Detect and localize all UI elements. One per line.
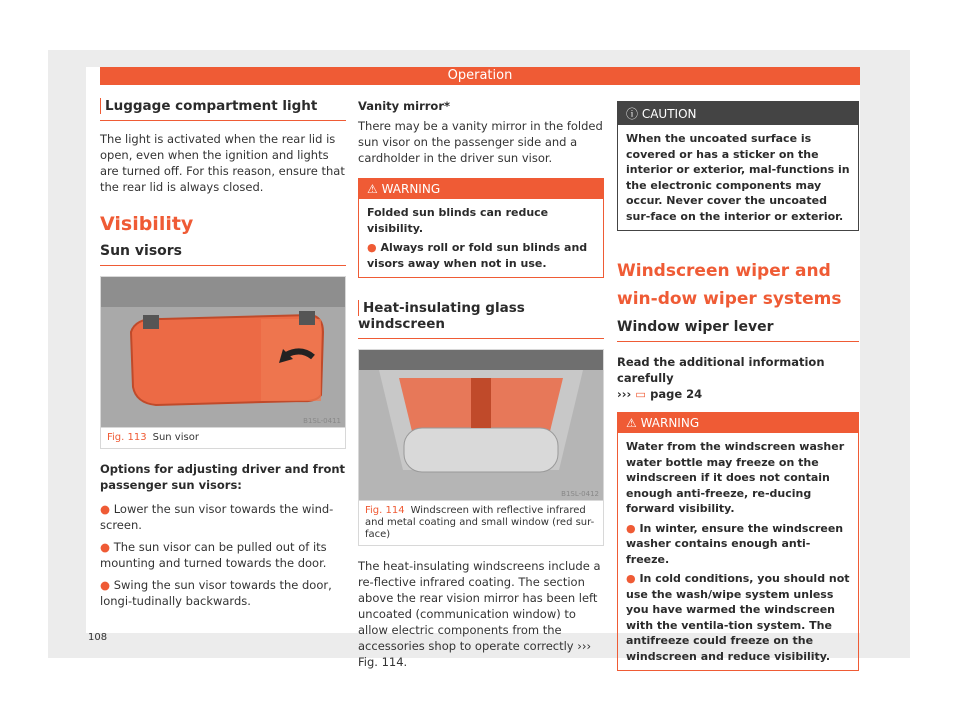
windscreen-illustration: [359, 350, 603, 500]
vanity-title: Vanity mirror*: [358, 99, 451, 113]
warning-icon: ⚠: [626, 416, 641, 430]
options-title: Options for adjusting driver and front passenger sun visors:: [100, 462, 346, 492]
figure-114: [358, 349, 604, 546]
fig113-caption: [101, 427, 345, 448]
book-icon: ▭: [635, 387, 651, 401]
warning-body-1: Folded sun blinds can reduce visibility. ● Always roll or fold sun blinds and visors away when not in use.: [359, 199, 603, 277]
fig113-caption-text: Sun visor: [152, 432, 199, 443]
fig114-caption-text: Windscreen with reflective infrared and metal coating and small window (red sur-face): [365, 505, 595, 540]
bullet-3: ● Swing the sun visor towards the door, longi-tudinally backwards.: [100, 578, 332, 608]
luggage-text: The light is activated when the rear lid is open, even when the ignition and lights are turned off. For this reason, ensure that the rear lid is always closed.: [100, 132, 345, 194]
read-text: Read the additional information carefully ››› ▭ page 24: [617, 355, 825, 401]
fig114-number: Fig. 114: [365, 505, 405, 516]
caution-body: When the uncoated surface is covered or has a sticker on the interior or exterior, mal-functions in the electronic components may occur. Never cover the uncoated sur-face on the interior or exterior.: [626, 132, 850, 223]
read-page: page 24: [650, 387, 703, 401]
warning-header-2: ⚠ WARNING: [618, 413, 858, 433]
wiper-title: Windscreen wiper and win-dow wiper systems: [617, 261, 842, 309]
fig113-number: Fig. 113: [107, 432, 147, 443]
warning-header-1: ⚠ WARNING: [359, 179, 603, 199]
figure-113: [100, 276, 346, 449]
windscreen-image: [359, 350, 603, 500]
warning-bullet-2: In cold conditions, you should not use the wash/wipe system unless you have warmed the windscreen with the ventila-tion system. The antifreeze could freeze on the windscreen and reduce visibility.: [626, 572, 850, 663]
heat-ref: ››› Fig. 114.: [358, 639, 592, 669]
warning-bullet-1: In winter, ensure the windscreen washer contains enough anti-freeze.: [626, 521, 844, 566]
heat-title: Heat-insulating glass windscreen: [358, 300, 525, 332]
fig113-code: B1SL-0411: [303, 417, 341, 425]
fig114-caption: [359, 500, 603, 545]
vanity-text: There may be a vanity mirror in the folded sun visor on the passenger side and a cardholder in the driver sun visor.: [358, 119, 603, 165]
heat-text: The heat-insulating windscreens include a re-flective infrared coating. The section above the rear vision mirror has been left uncoated (communication window) to allow electric components from the accessories shop to operate correctly ››› Fig. 114.: [358, 559, 601, 669]
warning-body-2: Water from the windscreen washer water bottle may freeze on the windscreen if it does not contain enough anti-freeze, re-ducing forward visibility. ● In winter, ensure the windscreen washer contains enough anti-freeze. ● In cold conditions, you should not use the wash/wipe system unless you have warmed the windscreen with the ventila-tion system. The antifreeze could freeze on the windscreen and reduce visibility.: [626, 440, 850, 663]
warning-line-1: Folded sun blinds can reduce visibility.: [367, 206, 549, 235]
fig114-code: B1SL-0412: [561, 490, 599, 498]
sun-visor-illustration: [101, 277, 345, 427]
bullet-1: ● Lower the sun visor towards the wind-screen.: [100, 502, 334, 532]
section-header: Operation: [100, 67, 860, 85]
caution-box: [617, 101, 859, 231]
luggage-heading: [100, 98, 346, 121]
sun-visor-image: [101, 277, 345, 427]
column-1: [100, 98, 346, 615]
heat-heading: [358, 300, 604, 339]
luggage-title: Luggage compartment light: [100, 98, 317, 114]
lever-title: Window wiper lever: [617, 319, 859, 342]
warning-box-1: [358, 178, 604, 278]
warning-box-2: [617, 412, 859, 671]
caution-header: ⓘ CAUTION: [618, 102, 858, 125]
warning-icon: ⚠: [367, 182, 382, 196]
warning-text-2: Water from the windscreen washer water bottle may freeze on the windscreen if it does not contain enough anti-freeze, re-ducing forward visibility.: [626, 440, 845, 515]
warning-line-2: Always roll or fold sun blinds and visors away when not in use.: [367, 241, 588, 270]
sunvisors-title: Sun visors: [100, 243, 346, 266]
column-3: [617, 101, 859, 671]
page-number: 108: [88, 632, 108, 643]
column-2: [358, 98, 604, 678]
visibility-title: Visibility: [100, 213, 194, 235]
bullet-2: ● The sun visor can be pulled out of its mounting and turned towards the door.: [100, 540, 327, 570]
info-icon: ⓘ: [626, 107, 642, 121]
